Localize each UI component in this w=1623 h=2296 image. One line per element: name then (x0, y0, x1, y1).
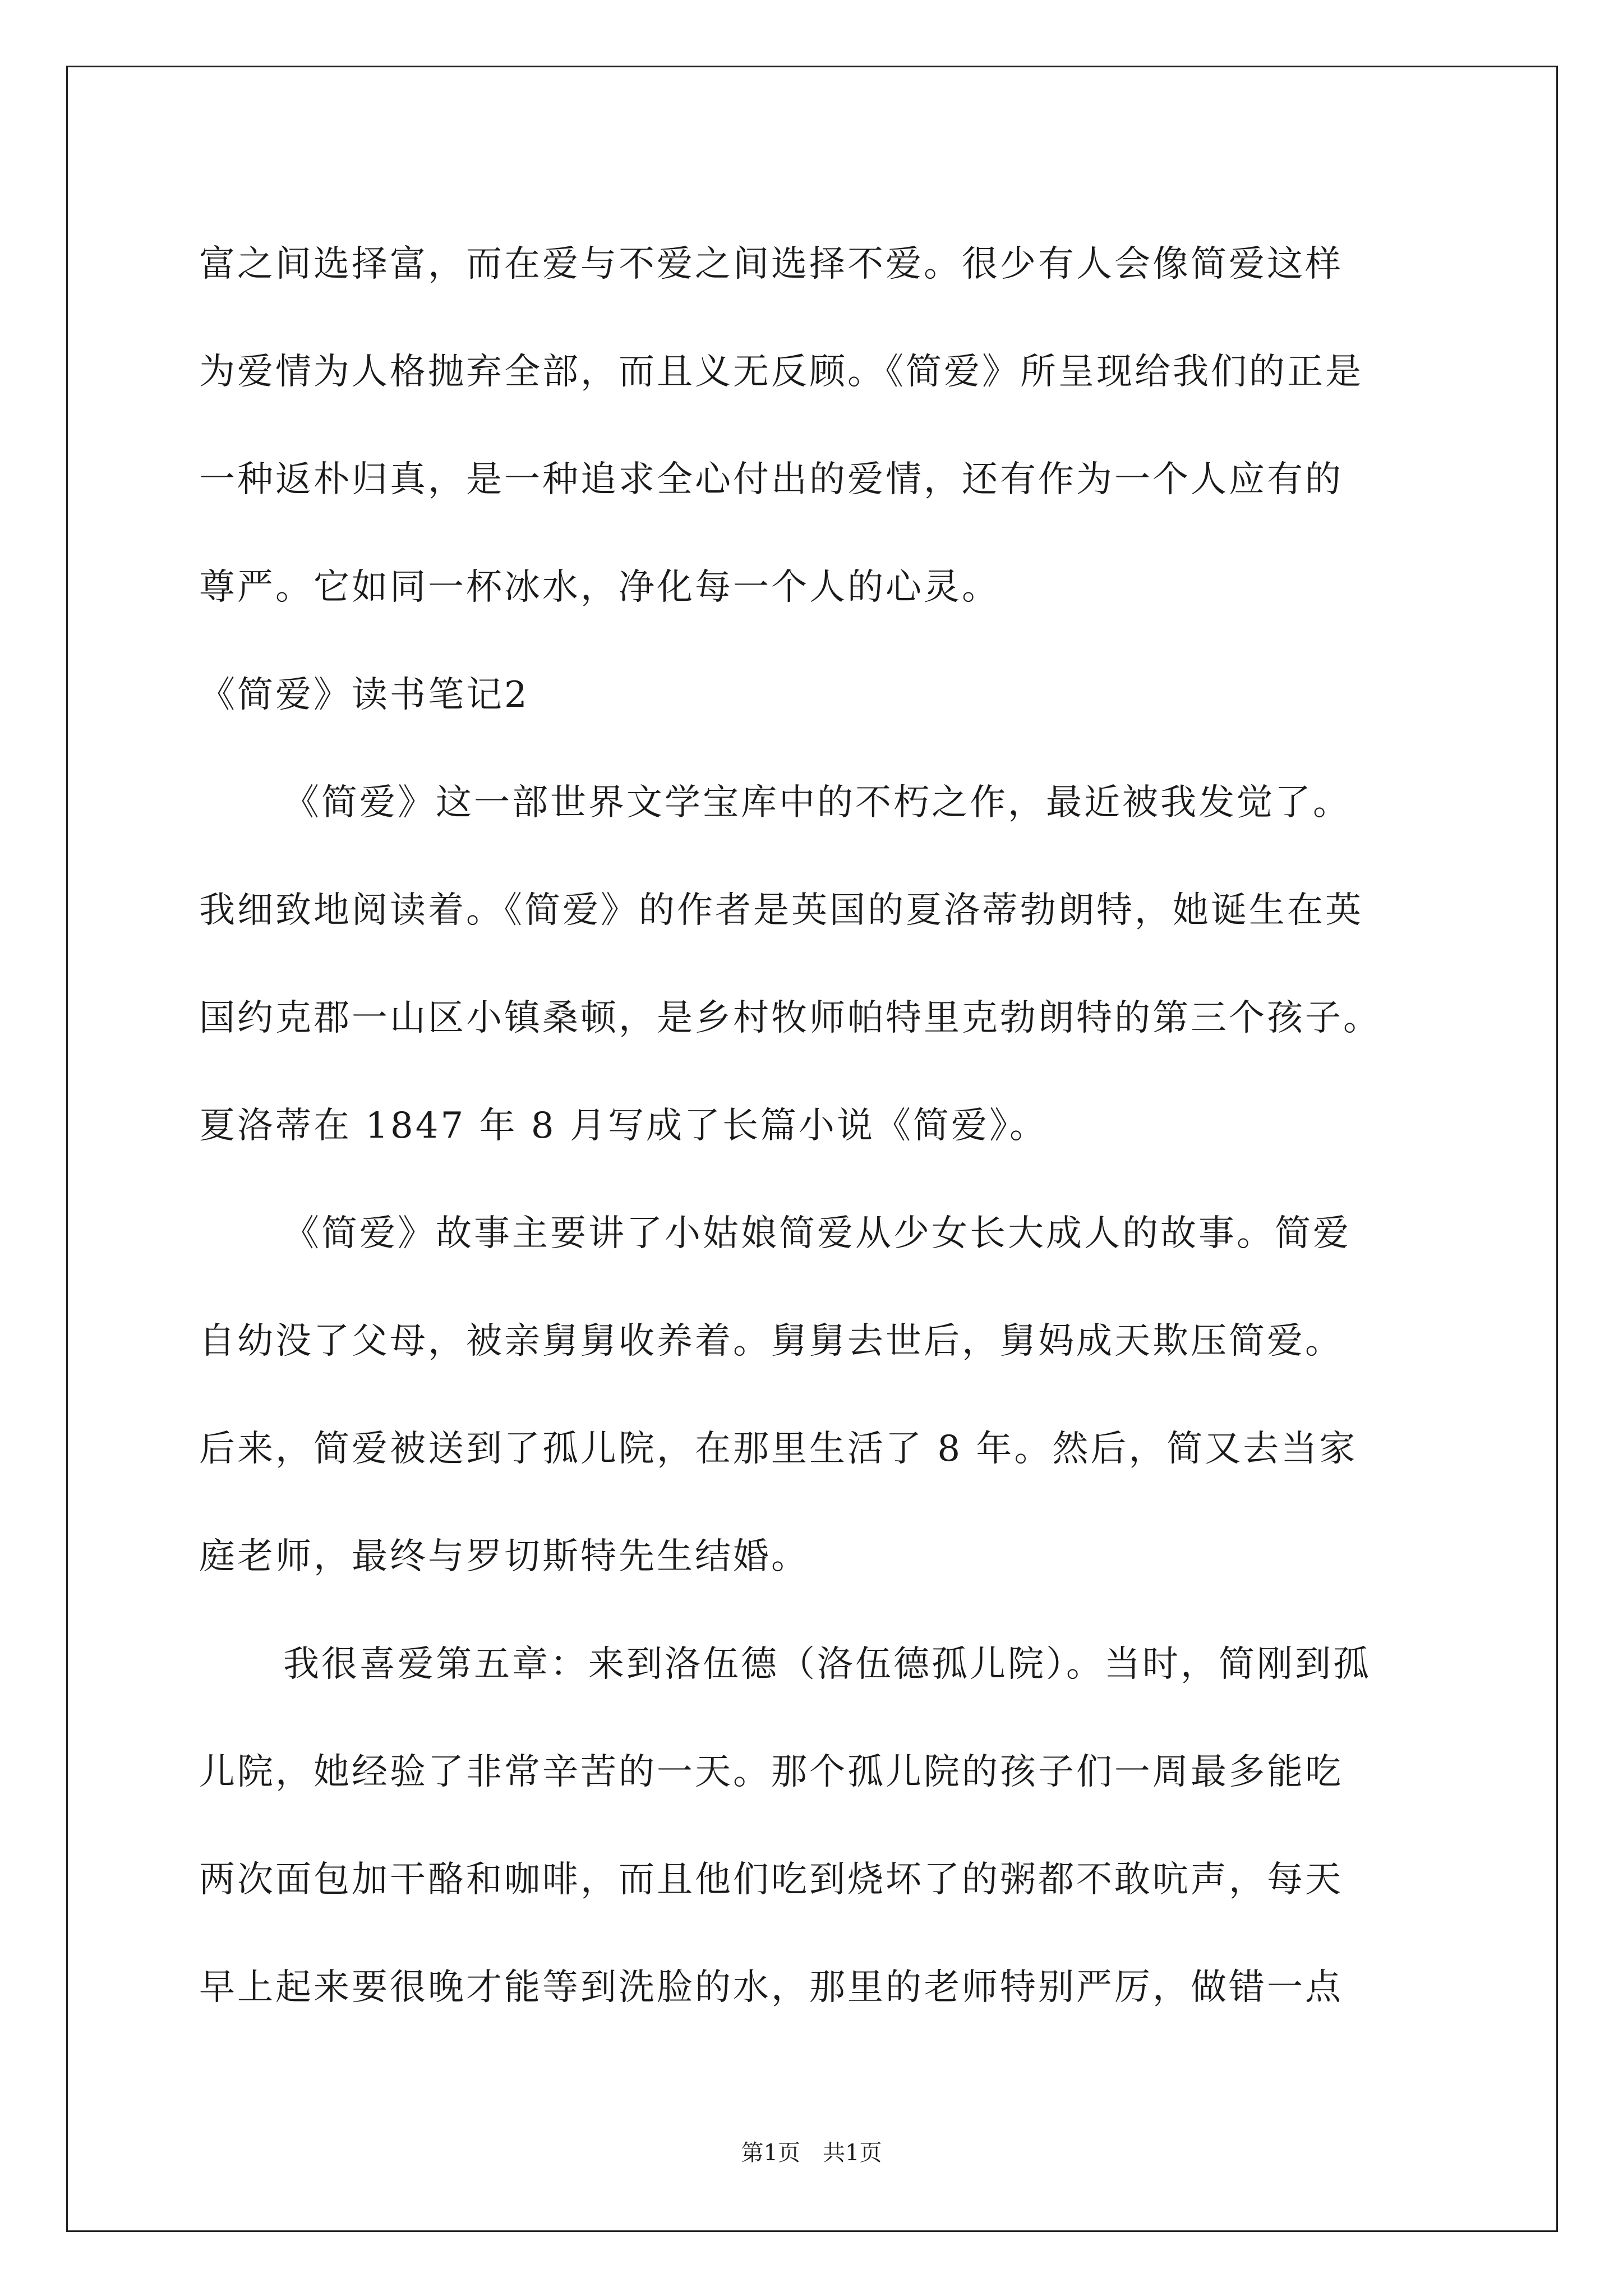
text-line: 《简爱》故事主要讲了小姑娘简爱从少女长大成人的故事。简爱 (283, 1213, 1351, 1254)
text-line: 夏洛蒂在 1847 年 8 月写成了长篇小说《简爱》。 (199, 1105, 1048, 1147)
page-footer (0, 2136, 1623, 2170)
text-line: 早上起来要很晚才能等到洗脸的水，那里的老师特别严厉，做错一点 (199, 1967, 1343, 2008)
text-line: 尊严。它如同一杯冰水，净化每一个人的心灵。 (199, 567, 1000, 608)
text-line: 儿院，她经验了非常辛苦的一天。那个孤儿院的孩子们一周最多能吃 (199, 1751, 1343, 1793)
text-line: 自幼没了父母，被亲舅舅收养着。舅舅去世后，舅妈成天欺压简爱。 (199, 1320, 1343, 1362)
text-line: 《简爱》这一部世界文学宝库中的不朽之作，最近被我发觉了。 (283, 782, 1351, 823)
page-number: 第1页 (741, 2140, 800, 2166)
text-line: 我细致地阅读着。《简爱》的作者是英国的夏洛蒂勃朗特，她诞生在英 (199, 890, 1363, 931)
text-line: 我很喜爱第五章：来到洛伍德（洛伍德孤儿院）。当时，简刚到孤 (283, 1644, 1371, 1685)
text-line: 两次面包加干酪和咖啡，而且他们吃到烧坏了的粥都不敢吭声，每天 (199, 1859, 1343, 1901)
text-line: 国约克郡一山区小镇桑顿，是乡村牧师帕特里克勃朗特的第三个孩子。 (199, 997, 1381, 1039)
section-heading: 《简爱》读书笔记2 (199, 674, 529, 716)
text-line: 一种返朴归真，是一种追求全心付出的爱情，还有作为一个人应有的 (199, 459, 1343, 500)
text-line: 为爱情为人格抛弃全部，而且义无反顾。《简爱》所呈现给我们的正是 (199, 351, 1363, 393)
text-line: 富之间选择富，而在爱与不爱之间选择不爱。很少有人会像简爱这样 (199, 243, 1343, 285)
document-body (199, 210, 1450, 2041)
text-line: 后来，简爱被送到了孤儿院，在那里生活了 8 年。然后，简又去当家 (199, 1428, 1358, 1470)
text-line: 庭老师，最终与罗切斯特先生结婚。 (199, 1536, 809, 1577)
page-total: 共1页 (823, 2140, 882, 2166)
